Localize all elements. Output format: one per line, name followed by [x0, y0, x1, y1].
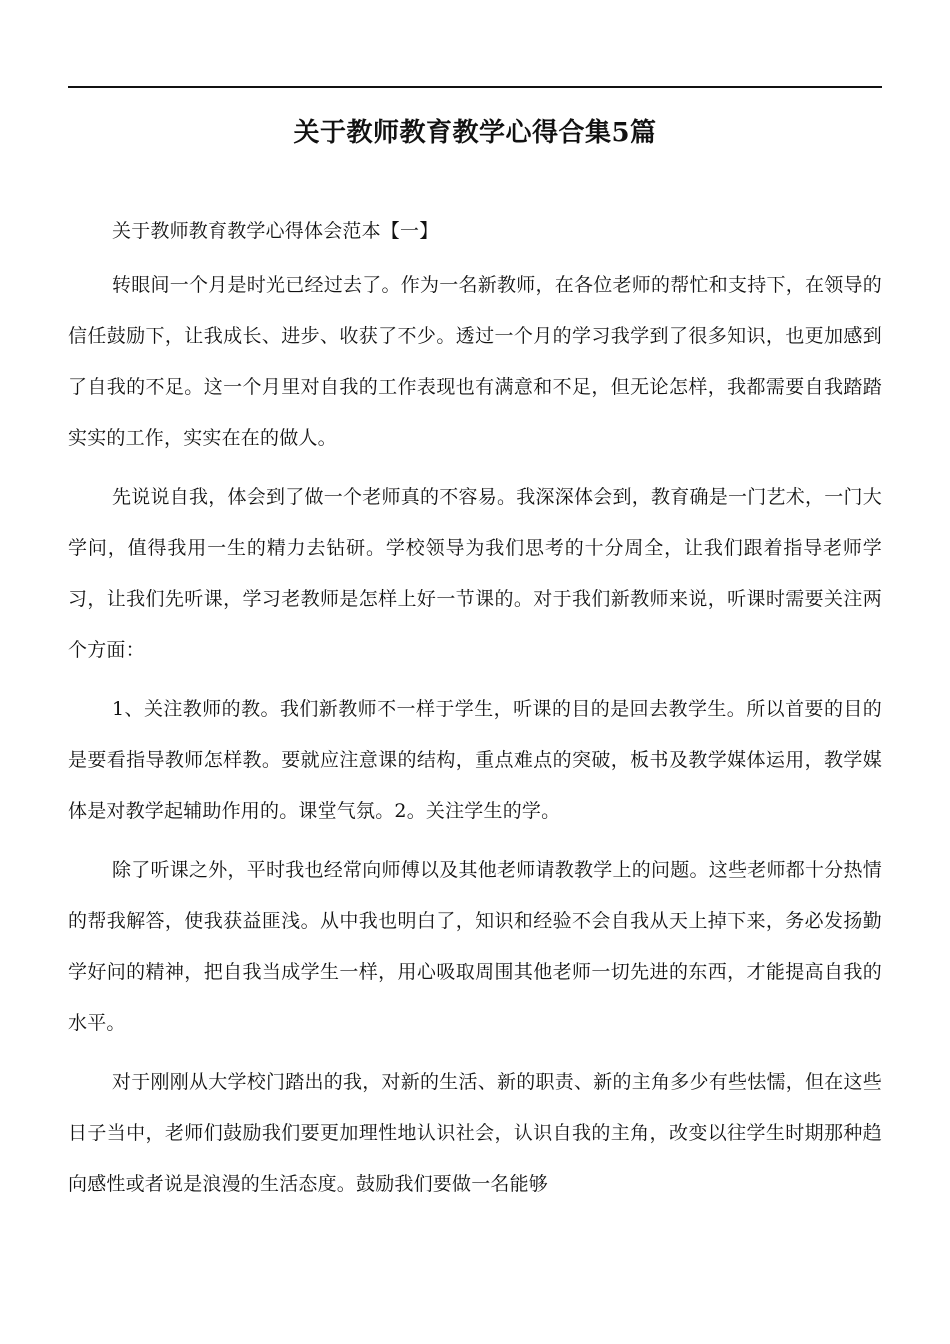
header-rule	[68, 86, 882, 88]
paragraph: 1、关注教师的教。我们新教师不一样于学生，听课的目的是回去教学生。所以首要的目的是要看指导教师怎样教。要就应注意课的结构，重点难点的突破，板书及教学媒体运用，教学媒体是对教学起辅助作用的。课堂气氛。2。关注学生的学。	[68, 698, 882, 822]
section-heading: 关于教师教育教学心得体会范本【一】	[112, 220, 439, 242]
paragraph: 对于刚刚从大学校门踏出的我，对新的生活、新的职责、新的主角多少有些怯懦，但在这些日子当中，老师们鼓励我们要更加理性地认识社会，认识自我的主角，改变以往学生时期那种趋向感性或者说是浪漫的生活态度。鼓励我们要做一名能够	[68, 1071, 882, 1195]
paragraph: 转眼间一个月是时光已经过去了。作为一名新教师，在各位老师的帮忙和支持下，在领导的信任鼓励下，让我成长、进步、收获了不少。透过一个月的学习我学到了很多知识，也更加感到了自我的不足。这一个月里对自我的工作表现也有满意和不足，但无论怎样，我都需要自我踏踏实实的工作，实实在在的做人。	[68, 274, 882, 449]
document-body	[68, 206, 882, 1218]
paragraph: 先说说自我，体会到了做一个老师真的不容易。我深深体会到，教育确是一门艺术，一门大学问，值得我用一生的精力去钻研。学校领导为我们思考的十分周全，让我们跟着指导老师学习，让我们先听课，学习老教师是怎样上好一节课的。对于我们新教师来说，听课时需要关注两个方面：	[68, 486, 882, 661]
paragraph: 除了听课之外，平时我也经常向师傅以及其他老师请教教学上的问题。这些老师都十分热情的帮我解答，使我获益匪浅。从中我也明白了，知识和经验不会自我从天上掉下来，务必发扬勤学好问的精神，把自我当成学生一样，用心吸取周围其他老师一切先进的东西，才能提高自我的水平。	[68, 859, 882, 1034]
document-title: 关于教师教育教学心得合集5篇	[293, 118, 657, 149]
